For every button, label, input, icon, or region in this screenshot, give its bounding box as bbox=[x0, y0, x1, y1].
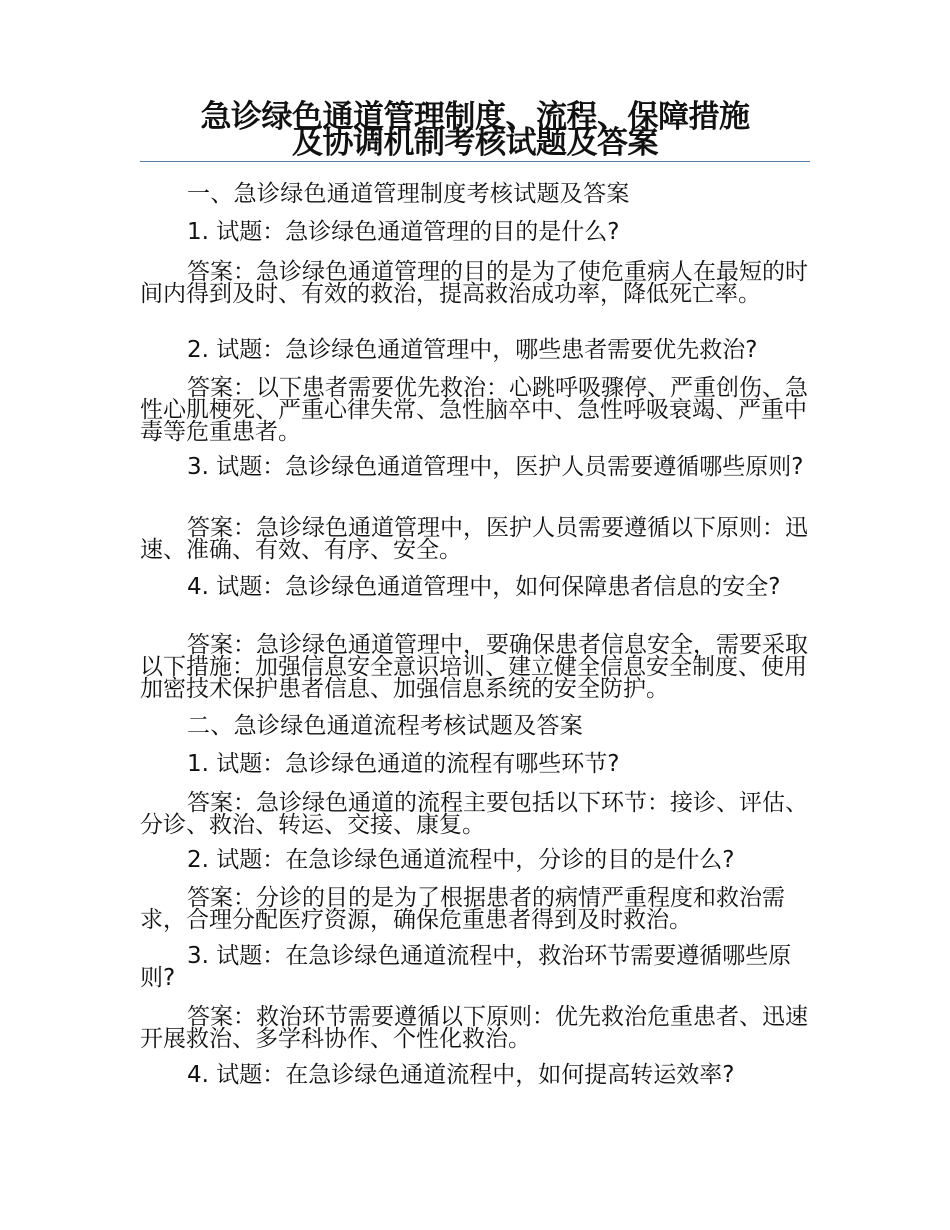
answer-2-2: 答案：分诊的目的是为了根据患者的病情严重程度和救治需求，合理分配医疗资源，确保危重患者得到及时救治。 bbox=[140, 885, 785, 933]
question-1-2: 2. 试题：急诊绿色通道管理中，哪些患者需要优先救治? bbox=[187, 337, 758, 363]
answer-1-3: 答案：急诊绿色通道管理中，医护人员需要遵循以下原则：迅速、准确、有效、有序、安全。 bbox=[140, 515, 808, 563]
question-1-3: 3. 试题：急诊绿色通道管理中，医护人员需要遵循哪些原则? bbox=[187, 454, 804, 480]
question-2-4: 4. 试题：在急诊绿色通道流程中，如何提高转运效率? bbox=[187, 1062, 735, 1088]
section-heading-2: 二、急诊绿色通道流程考核试题及答案 bbox=[187, 713, 584, 739]
question-2-3: 3. 试题：在急诊绿色通道流程中，救治环节需要遵循哪些原则? bbox=[140, 943, 792, 991]
question-2-1: 1. 试题：急诊绿色通道的流程有哪些环节? bbox=[187, 751, 620, 777]
section-heading-1: 一、急诊绿色通道管理制度考核试题及答案 bbox=[187, 181, 630, 207]
document-title bbox=[140, 99, 810, 161]
answer-1-2: 答案：以下患者需要优先救治：心跳呼吸骤停、严重创伤、急性心肌梗死、严重心律失常、急性脑卒中、急性呼吸衰竭、严重中毒等危重患者。 bbox=[140, 375, 808, 445]
title-line-2: 及协调机制考核试题及答案 bbox=[292, 125, 658, 161]
answer-1-4: 答案：急诊绿色通道管理中，要确保患者信息安全，需要采取以下措施：加强信息安全意识培训、建立健全信息安全制度、使用加密技术保护患者信息、加强信息系统的安全防护。 bbox=[140, 632, 808, 702]
question-1-4: 4. 试题：急诊绿色通道管理中，如何保障患者信息的安全? bbox=[187, 574, 781, 600]
question-2-2: 2. 试题：在急诊绿色通道流程中，分诊的目的是什么? bbox=[187, 847, 735, 873]
answer-2-1: 答案：急诊绿色通道的流程主要包括以下环节：接诊、评估、分诊、救治、转运、交接、康复。 bbox=[140, 790, 808, 838]
question-1-1: 1. 试题：急诊绿色通道管理的目的是什么? bbox=[187, 219, 620, 245]
title-line-1: 急诊绿色通道管理制度、流程、保障措施 bbox=[200, 99, 750, 135]
title-divider bbox=[140, 161, 810, 162]
answer-1-1: 答案：急诊绿色通道管理的目的是为了使危重病人在最短的时间内得到及时、有效的救治，提高救治成功率，降低死亡率。 bbox=[140, 259, 808, 307]
answer-2-3: 答案：救治环节需要遵循以下原则：优先救治危重患者、迅速开展救治、多学科协作、个性化救治。 bbox=[140, 1004, 808, 1052]
